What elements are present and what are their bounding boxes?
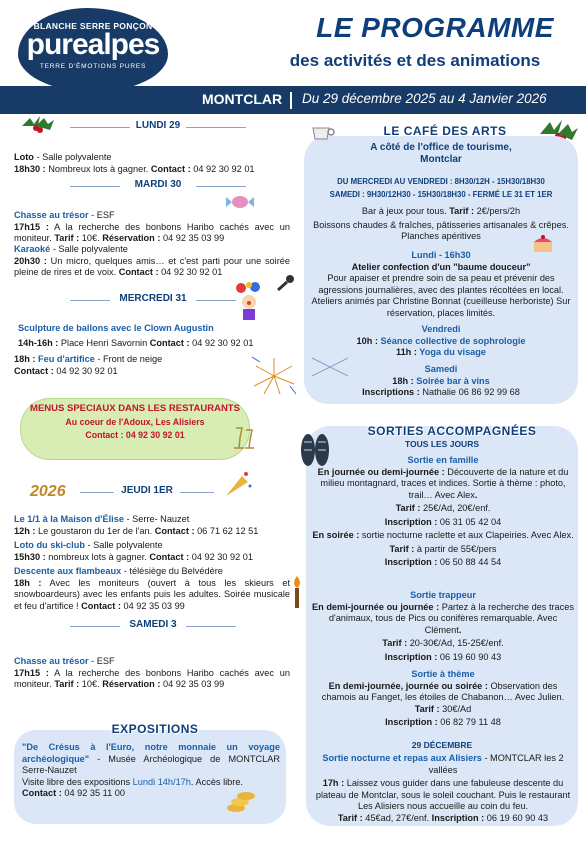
event-feu-artifice [14,354,290,377]
event-loto-ski-club [14,540,294,563]
event-title: Le 1/1 à la Maison d'Élise [14,514,124,524]
fireworks-icon [250,356,298,396]
atelier-title: Atelier confection d'un "baume douceur" [351,261,531,272]
sortie-trappeur [312,590,574,663]
event-location: - ESF [88,656,115,666]
event-time: 17h15 : [14,221,49,232]
contact-phone: 04 92 35 11 00 [61,788,125,798]
microphone-icon [275,274,297,292]
logo-tagline: TERRE D'ÉMOTIONS PURES [39,62,147,70]
event-text: nombreux lots à gagner. [45,551,150,562]
day-heading: SAMEDI 3 [129,619,177,630]
brand-logo [18,8,168,92]
holly-icon [18,112,58,136]
event-text: Avec les moniteurs (ouvert à tous les skieurs et snowboardeurs) avec les enfants puis les adultes. Soirée musicale et feu d'artifice ! [14,577,290,611]
tarif-value: 30€/Ad [439,703,472,714]
event-title: Loto [14,152,34,162]
divider [196,186,246,187]
tarif-value: 10€. [79,233,103,243]
inscription-label: Inscriptions : [362,387,420,397]
sortie-heading: Sortie en famille [407,455,479,465]
event-time: 18h30 : [14,163,46,174]
champagne-icon [230,426,258,452]
tarif-label: Tarif : [449,206,475,216]
cafe-title: LE CAFÉ DES ARTS [383,124,507,138]
inscription-phone: 06 50 88 44 54 [437,557,502,567]
exposition-access: . Accès libre. [190,776,243,787]
event-loto [14,152,294,175]
cafe-day-heading: Samedi [424,364,458,374]
contact-phone: 04 92 30 92 01 [158,267,223,277]
tarif-value: 20-30€/Ad, 15-25€/enf. [407,638,504,648]
menus-restaurants: Au coeur de l'Adoux, Les Alisiers [65,416,205,427]
divider [196,300,236,301]
event-title: Yoga du visage [416,347,487,357]
event-title: Sortie nocturne et repas aux Alisiers [322,753,482,763]
tarif-label: Tarif : [54,233,80,243]
sortie-duration: En journée ou demi-journée : [317,466,445,477]
contact-phone: 06 71 62 12 51 [194,525,259,536]
contact-label: Contact : [149,551,190,562]
band-separator [290,92,292,109]
place-name: MONTCLAR [202,91,283,107]
tarif-value: 2€/pers/2h [474,206,521,216]
tarif-label: Tarif : [54,679,80,689]
cafe-location: A côté de l'office de tourisme, [370,142,512,153]
event-location: Place Henri Savornin [58,337,150,348]
cafe-day-heading: Vendredi [421,324,461,334]
inscription-label: Inscription : [431,812,485,823]
sortie-duration: En soirée : [312,530,360,540]
atelier-text: Pour apaiser et prendre soin de sa peau et prévenir des agressions journalières, avec des plantes récoltées en local. Ateliers animés par Christine Bonnat (cueilleuse herboriste) Sur réservation, places limités. [311,273,571,318]
divider [70,300,110,301]
sortie-text-end: . [458,624,462,635]
cafe-town: Montclar [420,154,462,165]
tarif-label: Tarif : [389,543,415,554]
menus-contact: Contact : 04 92 30 92 01 [85,429,185,440]
day-heading: JEUDI 1ER [121,485,173,496]
event-location: - Serre- Nauzet [123,514,190,524]
expositions-title: EXPOSITIONS [111,722,199,736]
inscription-phone: 06 19 60 90 43 [437,651,502,662]
inscription-label: Inscription : [384,516,438,527]
sorties-title: SORTIES ACCOMPAGNÉES [367,424,537,438]
tarif-label: Tarif : [382,638,408,648]
inscription-phone: Nathalie 06 86 92 99 68 [419,387,520,397]
menus-banner [20,398,250,460]
exposition-name: "De Crésus à l'Euro, notre monnaie un voyage archéologique" [22,742,280,764]
event-text: Un micro, quelques amis… et c'est parti pour une soirée pleine de rires et de voix. [14,255,290,277]
event-title: Sculpture de ballons avec le Clown Augustin [18,323,214,333]
event-location: - Salle polyvalente [84,540,163,550]
event-chasse-tresor [14,210,290,245]
tarif-label: Tarif : [337,812,363,823]
event-time: 18h : [14,354,36,364]
event-title: Loto du ski-club [14,540,85,550]
sortie-famille [312,455,574,569]
event-time: 17h : [322,778,345,788]
divider [80,492,114,493]
contact-label: Contact : [22,788,62,798]
divider [70,186,120,187]
contact-phone: 04 92 30 92 01 [53,365,118,376]
cafe-hours-saturday: SAMEDI : 9H30/12H30 - 15H30/18H30 - FERMÉ LE 31 ET 1ER [329,189,553,199]
party-horn-icon [222,470,252,500]
contact-label: Contact : [149,337,190,348]
exposition-text: Visite libre des expositions [22,776,133,787]
exposition-place: - Musée Archéologique de MONTCLAR Serre-Nauzet [22,753,280,775]
cafe-drinks: Boissons chaudes & fraîches, pâtisseries artisanales & crêpes. Planches apéritives [313,219,569,241]
event-descente-flambeaux [14,566,290,612]
sorties-date-heading: 29 DÉCEMBRE [411,740,473,750]
event-location: - Salle polyvalente [33,152,112,162]
event-title: Karaoké [14,244,51,254]
menus-title: MENUS SPECIAUX DANS LES RESTAURANTS [30,403,240,414]
event-title: Séance collective de sophrologie [377,335,526,346]
contact-label: Contact : [118,267,159,277]
inscription-label: Inscription : [384,651,438,662]
sortie-text-end: . [474,489,478,500]
sortie-text: Partez à la recherche des traces d'animaux, tous de Pics ou conifères remarquable. Avec Clément [328,601,574,635]
clown-icon [235,282,263,322]
event-time: 12h : [14,525,36,536]
tarif-label: Tarif : [395,503,421,513]
event-location: - télésiège du Belvédère [121,566,223,576]
contact-phone: 04 92 35 03 99 [120,600,185,611]
year-badge: 2026 [30,483,66,500]
torch-icon [290,576,304,610]
divider [186,626,236,627]
sortie-heading: Sortie à thème [411,669,475,679]
cafe-vendredi [310,324,572,359]
page-title: LE PROGRAMME [316,12,554,43]
event-time: 15h30 : [14,551,46,562]
reservation-label: Réservation : [102,679,161,689]
event-location: - MONTCLAR les 2 vallées [428,753,564,775]
sortie-heading: Sortie trappeur [410,590,476,600]
event-text: A la recherche des bonbons Haribo cachés avec un moniteur. [14,667,290,689]
logo-top-text: BLANCHE SERRE PONÇON [33,21,153,31]
inscription-phone: 06 82 79 11 48 [437,717,501,727]
event-title: Soirée bar à vins [413,375,490,386]
inscription-phone: 06 31 05 42 04 [437,516,502,527]
event-text: Nombreux lots à gagner. [45,163,151,174]
coins-icon [226,790,258,814]
event-time: 10h : [356,335,378,346]
event-karaoke [14,244,290,279]
cafe-lundi [310,250,572,319]
contact-phone: 04 92 30 92 01 [189,551,254,562]
event-text: A la recherche des bonbons Haribo cachés avec un moniteur. [14,221,290,243]
contact-label: Contact : [150,163,191,174]
tarif-value: 10€. [79,679,103,689]
divider [180,492,214,493]
event-location: - ESF [88,210,115,220]
cafe-hours-week: DU MERCREDI AU VENDREDI : 8H30/12H - 15H30/18H30 [337,177,545,186]
event-title: Feu d'artifice [35,354,95,364]
reservation-phone: 04 92 35 03 99 [160,679,225,689]
sortie-duration: En demi-journée, journée ou soirée : [328,680,488,691]
tarif-value: 25€/Ad, 20€/enf. [420,503,491,513]
inscription-phone: 06 19 60 90 43 [484,812,549,823]
page-subtitle: des activités et des animations [289,51,541,70]
event-time: 20h30 : [14,255,47,266]
sortie-text: sortie nocturne raclette et aux Clapeiries. Avec Alex. [359,530,574,540]
sortie-text: Découverte de la nature et du milieu montagnard, traces et indices. Sortie à thème : photo, trail… Avec Alex [320,466,569,500]
contact-phone: 04 92 30 92 01 [190,163,255,174]
event-time: 14h-16h : [18,337,59,348]
day-heading: LUNDI 29 [135,120,181,131]
contact-label: Contact : [81,600,121,611]
sortie-text: Observation des chamois au Fanget, les étoiles de Chabanon… Avec Julien. [321,680,565,702]
event-location: - Front de neige [94,354,163,364]
event-chasse-tresor-samedi [14,656,290,691]
cafe-day-heading: Lundi - 16h30 [411,250,471,260]
event-maison-elise [14,514,294,537]
contact-label: Contact : [14,365,54,376]
cafe-samedi [310,364,572,399]
event-ballons [18,323,294,349]
cafe-subtitle [310,142,572,166]
cafe-hours [308,177,574,199]
day-heading: MARDI 30 [134,179,182,190]
sorties-all-days: TOUS LES JOURS [405,439,479,449]
event-location: - Salle polyvalente [50,244,128,254]
event-time: 17h15 : [14,667,49,678]
logo-brand-text: purealpes [26,28,160,62]
candy-icon [225,193,255,211]
sortie-theme [312,669,574,729]
contact-phone: 04 92 30 92 01 [189,337,254,348]
date-range: Du 29 décembre 2025 au 4 Janvier 2026 [302,91,547,106]
sortie-duration: En demi-journée ou journée : [312,601,440,612]
contact-label: Contact : [154,525,195,536]
event-time: 18h : [14,577,42,588]
inscription-label: Inscription : [385,717,438,727]
exposition-hours: Lundi 14h/17h [132,776,191,787]
reservation-label: Réservation : [102,233,161,243]
event-time: 18h : [392,375,414,386]
tarif-value: à partir de 55€/pers [414,543,497,554]
header-band [0,86,586,114]
tarif-value: 45€ad, 27€/enf. [362,812,432,823]
reservation-phone: 04 92 35 03 99 [160,233,225,243]
event-title: Descente aux flambeaux [14,566,122,576]
event-time: 11h : [395,347,417,357]
event-title: Chasse au trésor [14,210,89,220]
event-text: Laissez vous guider dans une fabuleuse descente du plateau de Montclar, sous le soleil couchant. Puis le restaurant Les Alisiers nous accueille au coin du feu. [315,778,571,811]
tarif-label: Tarif : [414,703,440,714]
event-title: Chasse au trésor [14,656,89,666]
event-text: Le goustaron du 1er de l'an. [35,525,155,536]
inscription-label: Inscription : [384,557,438,567]
sortie-nocturne-alisiers [310,753,576,824]
day-heading: MERCREDI 31 [119,293,187,304]
divider [70,626,120,627]
cafe-games: Bar à jeux pour tous. [361,206,450,216]
